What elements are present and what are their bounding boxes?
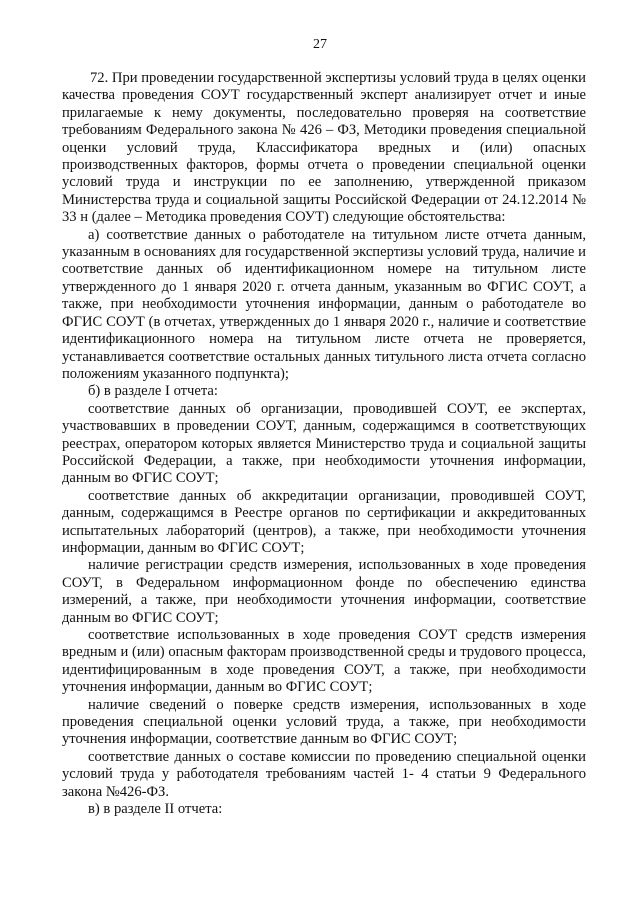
paragraph-b-item-1: соответствие данных об организации, проводившей СОУТ, ее экспертах, участвовавших в проведении СОУТ, данным, содержащимся в соответствующих реестрах, оператором которых является Министерство труда и социальной защиты Российской Федерации, а также, при необходимости уточнения информации, данным во ФГИС СОУТ;	[62, 400, 586, 487]
paragraph-b-item-5: наличие сведений о поверке средств измерения, использованных в ходе проведения специальной оценки условий труда, а также, при необходимости уточнения информации, соответствие данным во ФГИС СОУТ;	[62, 696, 586, 748]
paragraph-b-item-2: соответствие данных об аккредитации организации, проводившей СОУТ, данным, содержащимся в Реестре органов по сертификации и аккредитованных испытательных лабораторий (центров), а также, при необходимости уточнения информации, данным во ФГИС СОУТ;	[62, 487, 586, 556]
document-body	[62, 70, 586, 818]
paragraph-a: а) соответствие данных о работодателе на титульном листе отчета данным, указанным в основаниях для государственной экспертизы условий труда, наличие и соответствие данных об идентификационном номере на титульном листе утвержденного до 1 января 2020 г. отчета данным, указанным во ФГИС СОУТ, а также, при необходимости уточнения информации, данным о работодателе во ФГИС СОУТ (в отчетах, утвержденных до 1 января 2020 г., наличие и соответствие идентификационного номера на титульном листе отчета не проверяется, устанавливается соответствие остальных данных титульного листа отчета согласно положениям указанного подпункта);	[62, 226, 586, 382]
paragraph-b-item-6: соответствие данных о составе комиссии по проведению специальной оценки условий труда у работодателя требованиям частей 1- 4 статьи 9 Федерального закона №426-ФЗ.	[62, 748, 586, 800]
paragraph-b-item-4: соответствие использованных в ходе проведения СОУТ средств измерения вредным и (или) опасным факторам производственной среды и трудового процесса, идентифицированным в ходе проведения СОУТ, а также, при необходимости уточнения информации, данным во ФГИС СОУТ;	[62, 627, 586, 696]
paragraph-b-item-3: наличие регистрации средств измерения, использованных в ходе проведения СОУТ, в Федеральном информационном фонде по обеспечению единства измерений, а также, при необходимости уточнения информации, соответствие данным во ФГИС СОУТ;	[62, 557, 586, 626]
paragraph-72: 72. При проведении государственной экспертизы условий труда в целях оценки качества проведения СОУТ государственный эксперт анализирует отчет и иные прилагаемые к нему документы, последовательно проверяя на соответствие требованиям Федерального закона № 426 – ФЗ, Методики проведения специальной оценки условий труда, Классификатора вредных и (или) опасных производственных факторов, формы отчета о проведении специальной оценки условий труда и инструкции по ее заполнению, утвержденной приказом Министерства труда и социальной защиты Российской Федерации от 24.12.2014 № 33 н (далее – Методика проведения СОУТ) следующие обстоятельства:	[62, 70, 586, 226]
page-number: 27	[313, 37, 327, 52]
paragraph-b-heading: б) в разделе I отчета:	[88, 383, 218, 400]
paragraph-v-heading: в) в разделе II отчета:	[88, 801, 223, 818]
